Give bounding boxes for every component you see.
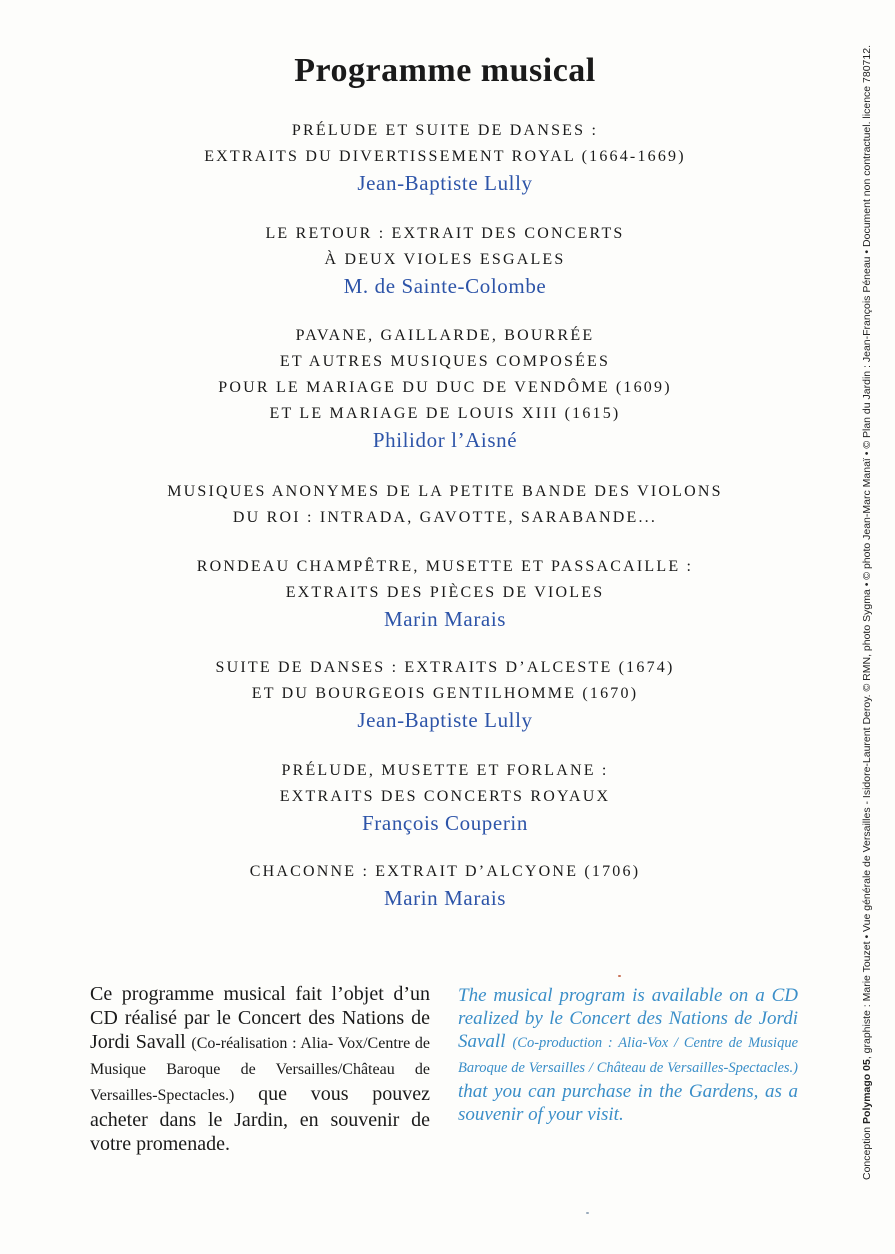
english-note-coproduction: (Co-production : Alia-Vox / Centre de Musique Baroque de Versailles / Château de Versailles-Spectacles.)	[458, 1035, 799, 1076]
program-piece	[0, 221, 890, 300]
french-note-end: que vous pouvez acheter dans le Jardin, en souvenir de votre promenade.	[90, 1083, 430, 1155]
french-note-main: Ce programme musical fait l’objet d’un CD réalisé par le Concert des Nations de Jordi Savall	[90, 983, 430, 1053]
paper-speck	[618, 975, 621, 977]
program-piece	[0, 758, 890, 837]
piece-line: EXTRAITS DES CONCERTS ROYAUX	[279, 788, 611, 805]
piece-line: ET LE MARIAGE DE LOUIS XIII (1615)	[269, 405, 621, 422]
credits-prefix: Conception	[861, 1126, 873, 1180]
french-cd-note	[90, 982, 430, 1156]
composer-name: Philidor l’Aisné	[372, 428, 518, 452]
program-piece	[0, 479, 890, 531]
composer-name: François Couperin	[362, 811, 528, 835]
program-piece	[0, 323, 890, 454]
piece-line: EXTRAITS DU DIVERTISSEMENT ROYAL (1664-1669)	[204, 148, 686, 165]
composer-name: Marin Marais	[383, 607, 507, 631]
piece-line: SUITE DE DANSES : EXTRAITS D’ALCESTE (1674)	[215, 659, 675, 676]
vertical-credits	[861, 40, 881, 1180]
piece-line: MUSIQUES ANONYMES DE LA PETITE BANDE DES VIOLONS	[167, 483, 723, 500]
paper-speck	[586, 1212, 589, 1214]
program-piece	[0, 118, 890, 197]
program-piece	[0, 655, 890, 734]
piece-line: POUR LE MARIAGE DU DUC DE VENDÔME (1609)	[218, 379, 672, 396]
credits-text: , graphiste : Marie Touzet • Vue générale de Versailles - Isidore-Laurent Deroy. © RMN, photo Sygma • © photo Jean-Marc Manaï • © Plan du Jardin : Jean-François Péneau • Document non contractuel. licence 780712.	[861, 45, 873, 1060]
piece-line: À DEUX VIOLES ESGALES	[324, 251, 566, 268]
piece-line: RONDEAU CHAMPÊTRE, MUSETTE ET PASSACAILLE :	[196, 558, 694, 575]
piece-line: PAVANE, GAILLARDE, BOURRÉE	[295, 327, 595, 344]
piece-line: ET AUTRES MUSIQUES COMPOSÉES	[279, 353, 611, 370]
composer-name: M. de Sainte-Colombe	[343, 274, 547, 298]
english-note-main: The musical program is available on a CD realized by le Concert des Nations de Jordi Savall	[458, 985, 798, 1052]
program-piece	[0, 859, 890, 912]
piece-line: ET DU BOURGEOIS GENTILHOMME (1670)	[251, 685, 639, 702]
piece-line: LE RETOUR : EXTRAIT DES CONCERTS	[265, 225, 625, 242]
piece-line: CHACONNE : EXTRAIT D’ALCYONE (1706)	[249, 863, 641, 880]
piece-line: PRÉLUDE, MUSETTE ET FORLANE :	[281, 762, 609, 779]
piece-line: DU ROI : INTRADA, GAVOTTE, SARABANDE...	[232, 509, 658, 526]
composer-name: Jean-Baptiste Lully	[357, 708, 533, 732]
composer-name: Jean-Baptiste Lully	[357, 171, 533, 195]
piece-line: PRÉLUDE ET SUITE DE DANSES :	[291, 122, 599, 139]
english-cd-note	[458, 984, 798, 1126]
piece-line: EXTRAITS DES PIÈCES DE VIOLES	[285, 584, 605, 601]
french-note-coproduction: (Co-réalisation : Alia- Vox/Centre de Musique Baroque de Versailles/Château de Versailles-Spectacles.)	[90, 1035, 431, 1104]
program-piece	[0, 554, 890, 633]
credits-agency: Polymago 05	[861, 1059, 873, 1124]
english-note-end: that you can purchase in the Gardens, as a souvenir of your visit.	[458, 1081, 798, 1125]
page-title: Programme musical	[294, 52, 596, 89]
composer-name: Marin Marais	[383, 886, 507, 910]
